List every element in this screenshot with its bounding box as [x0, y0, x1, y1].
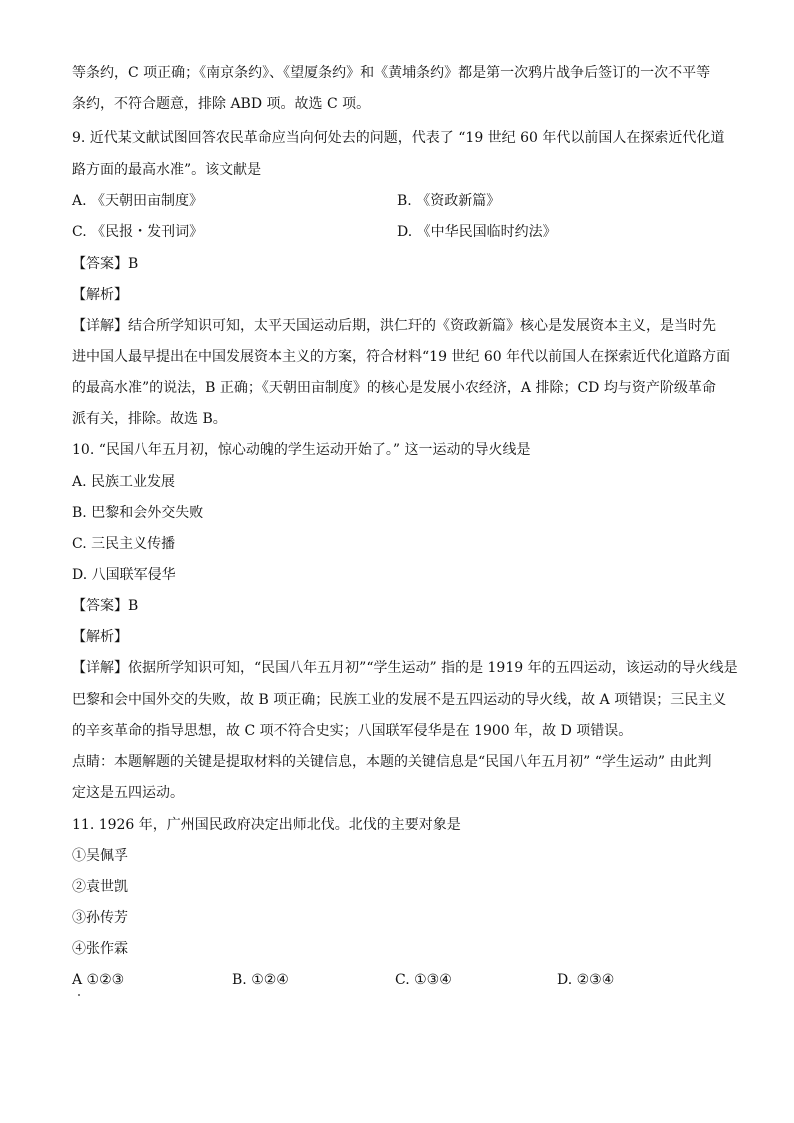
q11-item-3: ③孙传芳: [72, 910, 128, 926]
q9-stem-line-2: 路方面的最高水准”。该文献是: [72, 162, 262, 178]
carry-over-line-2: 条约，不符合题意，排除 ABD 项。故选 C 项。: [72, 96, 371, 112]
q10-stem: 10. “民国八年五月初，惊心动魄的学生运动开始了。” 这一运动的导火线是: [72, 442, 531, 458]
q10-detail-line-2: 巴黎和会中国外交的失败，故 B 项正确；民族工业的发展不是五四运动的导火线，故 A 项错误；三民主义: [72, 692, 727, 708]
carry-over-line-1: 等条约，C 项正确；《南京条约》、《望厦条约》和《黄埔条约》都是第一次鸦片战争后签订的一次不平等: [72, 65, 711, 81]
q11-item-4: ④张作霖: [72, 941, 128, 957]
q10-tip-line-1: 点睛：本题解题的关键是提取材料的关键信息，本题的关键信息是“民国八年五月初” “学生运动” 由此判: [72, 754, 712, 770]
q11-item-2: ②袁世凯: [72, 879, 128, 895]
q10-detail-line-3: 的辛亥革命的指导思想，故 C 项不符合史实；八国联军侵华是在 1900 年，故 D 项错误。: [72, 723, 633, 739]
q9-option-b: B. 《资政新篇》: [397, 193, 501, 209]
q9-detail-line-4: 派有关，排除。故选 B。: [72, 411, 227, 427]
q10-option-b: B. 巴黎和会外交失败: [72, 505, 204, 521]
q11-option-c: C. ①③④: [395, 972, 452, 988]
q9-option-a: A. 《天朝田亩制度》: [72, 193, 204, 209]
q10-detail-line-1: 【详解】依据所学知识可知，“民国八年五月初”“学生运动” 指的是 1919 年的五四运动，该运动的导火线是: [72, 660, 738, 676]
q11-stem: 11. 1926 年，广州国民政府决定出师北伐。北伐的主要对象是: [72, 817, 461, 833]
q9-stem-line-1: 9. 近代某文献试图回答农民革命应当向何处去的问题，代表了 “19 世纪 60 年代以前国人在探索近代化道: [72, 130, 725, 146]
q10-option-c: C. 三民主义传播: [72, 536, 176, 552]
q11-option-a: A ①②③: [72, 972, 125, 988]
q9-detail-line-3: 的最高水准”的说法，B 正确；《天朝田亩制度》的核心是发展小农经济，A 排除；CD 均与资产阶级革命: [72, 380, 716, 396]
q11-item-1: ①吴佩孚: [72, 848, 128, 864]
dot-mark: [78, 994, 80, 996]
q11-option-d: D. ②③④: [557, 972, 615, 988]
q11-option-b: B. ①②④: [232, 972, 289, 988]
q10-option-d: D. 八国联军侵华: [72, 567, 176, 583]
q10-option-a: A. 民族工业发展: [72, 474, 176, 490]
q9-answer: 【答案】B: [72, 256, 139, 272]
q10-answer: 【答案】B: [72, 598, 139, 614]
q9-detail-line-2: 进中国人最早提出在中国发展资本主义的方案，符合材料“19 世纪 60 年代以前国人在探索近代化道路方面: [72, 349, 731, 365]
q9-detail-line-1: 【详解】结合所学知识可知，太平天国运动后期，洪仁玕的《资政新篇》核心是发展资本主义，是当时先: [72, 318, 716, 334]
q9-option-d: D. 《中华民国临时约法》: [397, 224, 557, 240]
q9-option-c: C. 《民报・发刊词》: [72, 224, 204, 240]
q10-tip-line-2: 定这是五四运动。: [72, 785, 184, 801]
q9-analysis-label: 【解析】: [72, 287, 128, 303]
q10-analysis-label: 【解析】: [72, 629, 128, 645]
